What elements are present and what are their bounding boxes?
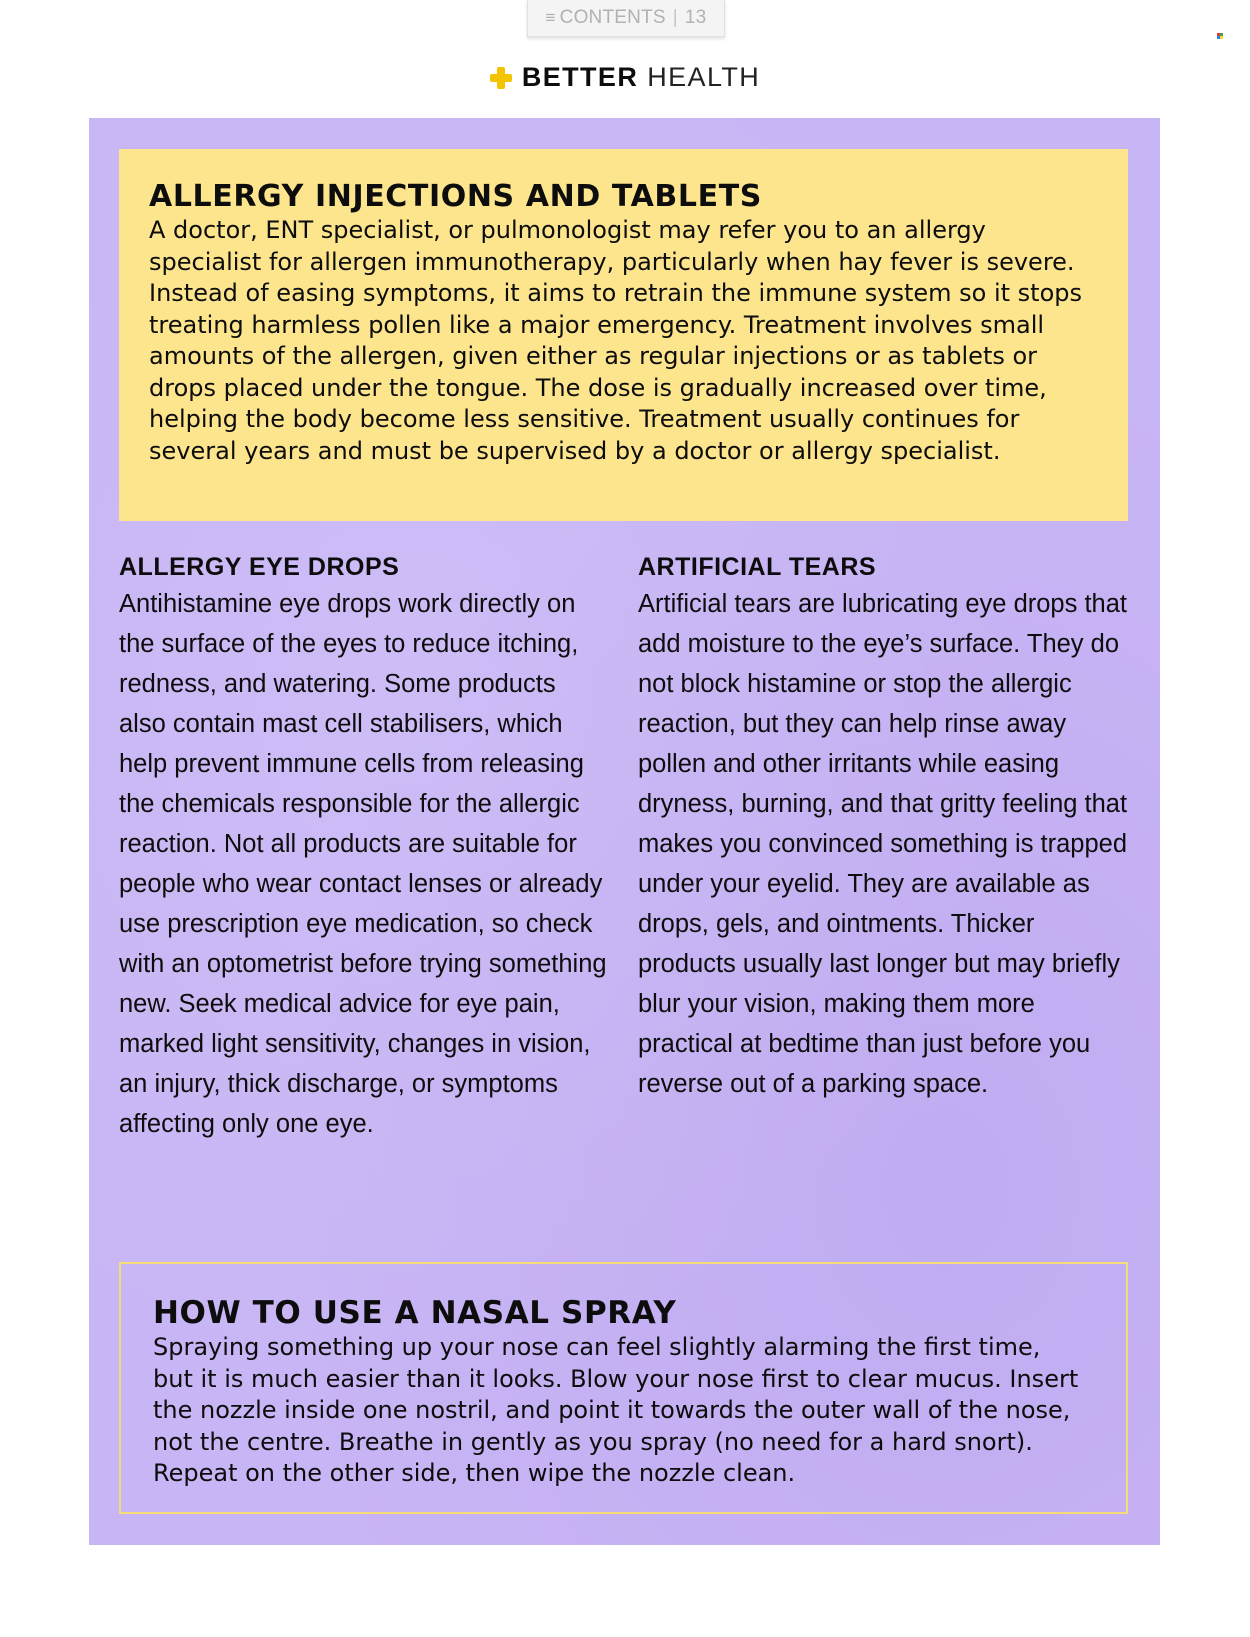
allergy-eye-drops-section xyxy=(119,550,609,1144)
allergy-eye-drops-title: ALLERGY EYE DROPS xyxy=(119,553,400,581)
allergy-injections-box xyxy=(119,149,1128,521)
section-header xyxy=(0,62,1250,93)
nasal-spray-box xyxy=(119,1262,1128,1514)
menu-icon: ≡ xyxy=(545,8,556,27)
artificial-tears-title: ARTIFICIAL TEARS xyxy=(638,553,877,581)
section-title-bold: BETTER xyxy=(521,62,639,92)
nasal-spray-title: HOW TO USE A NASAL SPRAY xyxy=(153,1295,677,1331)
allergy-eye-drops-body: Antihistamine eye drops work directly on the surface of the eyes to reduce itching, redness, and watering. Some products also contain mast cell stabilisers, which help prevent immune cells from releasing the chemicals responsible for the allergic reaction. Not all products are suitable for people who wear contact lenses or already use prescription eye medication, so check with an optometrist before trying something new. Seek medical advice for eye pain, marked light sensitivity, changes in vision, an injury, thick discharge, or symptoms affecting only one eye. xyxy=(119,590,607,1138)
artificial-tears-body: Artificial tears are lubricating eye drops that add moisture to the eye’s surface. They do not block histamine or stop the allergic reaction, but they can help rinse away pollen and other irritants while easing dryness, burning, and that gritty feeling that makes you convinced something is trapped under your eyelid. They are available as drops, gels, and ointments. Thicker products usually last longer but may briefly blur your vision, making them more practical at bedtime than just before you reverse out of a parking space. xyxy=(638,590,1128,1098)
artificial-tears-section xyxy=(638,550,1133,1104)
allergy-injections-title: ALLERGY INJECTIONS AND TABLETS xyxy=(149,179,762,214)
allergy-injections-body: A doctor, ENT specialist, or pulmonologist may refer you to an allergy specialist for allergen immunotherapy, particularly when hay fever is severe. Instead of easing symptoms, it aims to retrain the immune system so it stops treating harmless pollen like a major emergency. Treatment involves small amounts of the allergen, given either as regular injections or as tablets or drops placed under the tongue. The dose is gradually increased over time, helping the body become less sensitive. Treatment usually continues for several years and must be supervised by a doctor or allergy specialist. xyxy=(149,216,1082,465)
corner-dots xyxy=(1217,33,1223,39)
contents-divider: | xyxy=(672,7,678,28)
cross-icon xyxy=(490,67,512,89)
page-number: 13 xyxy=(684,7,707,28)
contents-label: CONTENTS xyxy=(559,7,666,28)
section-title-light: HEALTH xyxy=(647,62,761,92)
nasal-spray-body: Spraying something up your nose can feel slightly alarming the first time, but it is much easier than it looks. Blow your nose first to clear mucus. Insert the nozzle inside one nostril, and point it towards the outer wall of the nose, not the centre. Breathe in gently as you spray (no need for a hard snort). Repeat on the other side, then wipe the nozzle clean. xyxy=(153,1333,1079,1487)
contents-tab[interactable] xyxy=(527,0,725,37)
